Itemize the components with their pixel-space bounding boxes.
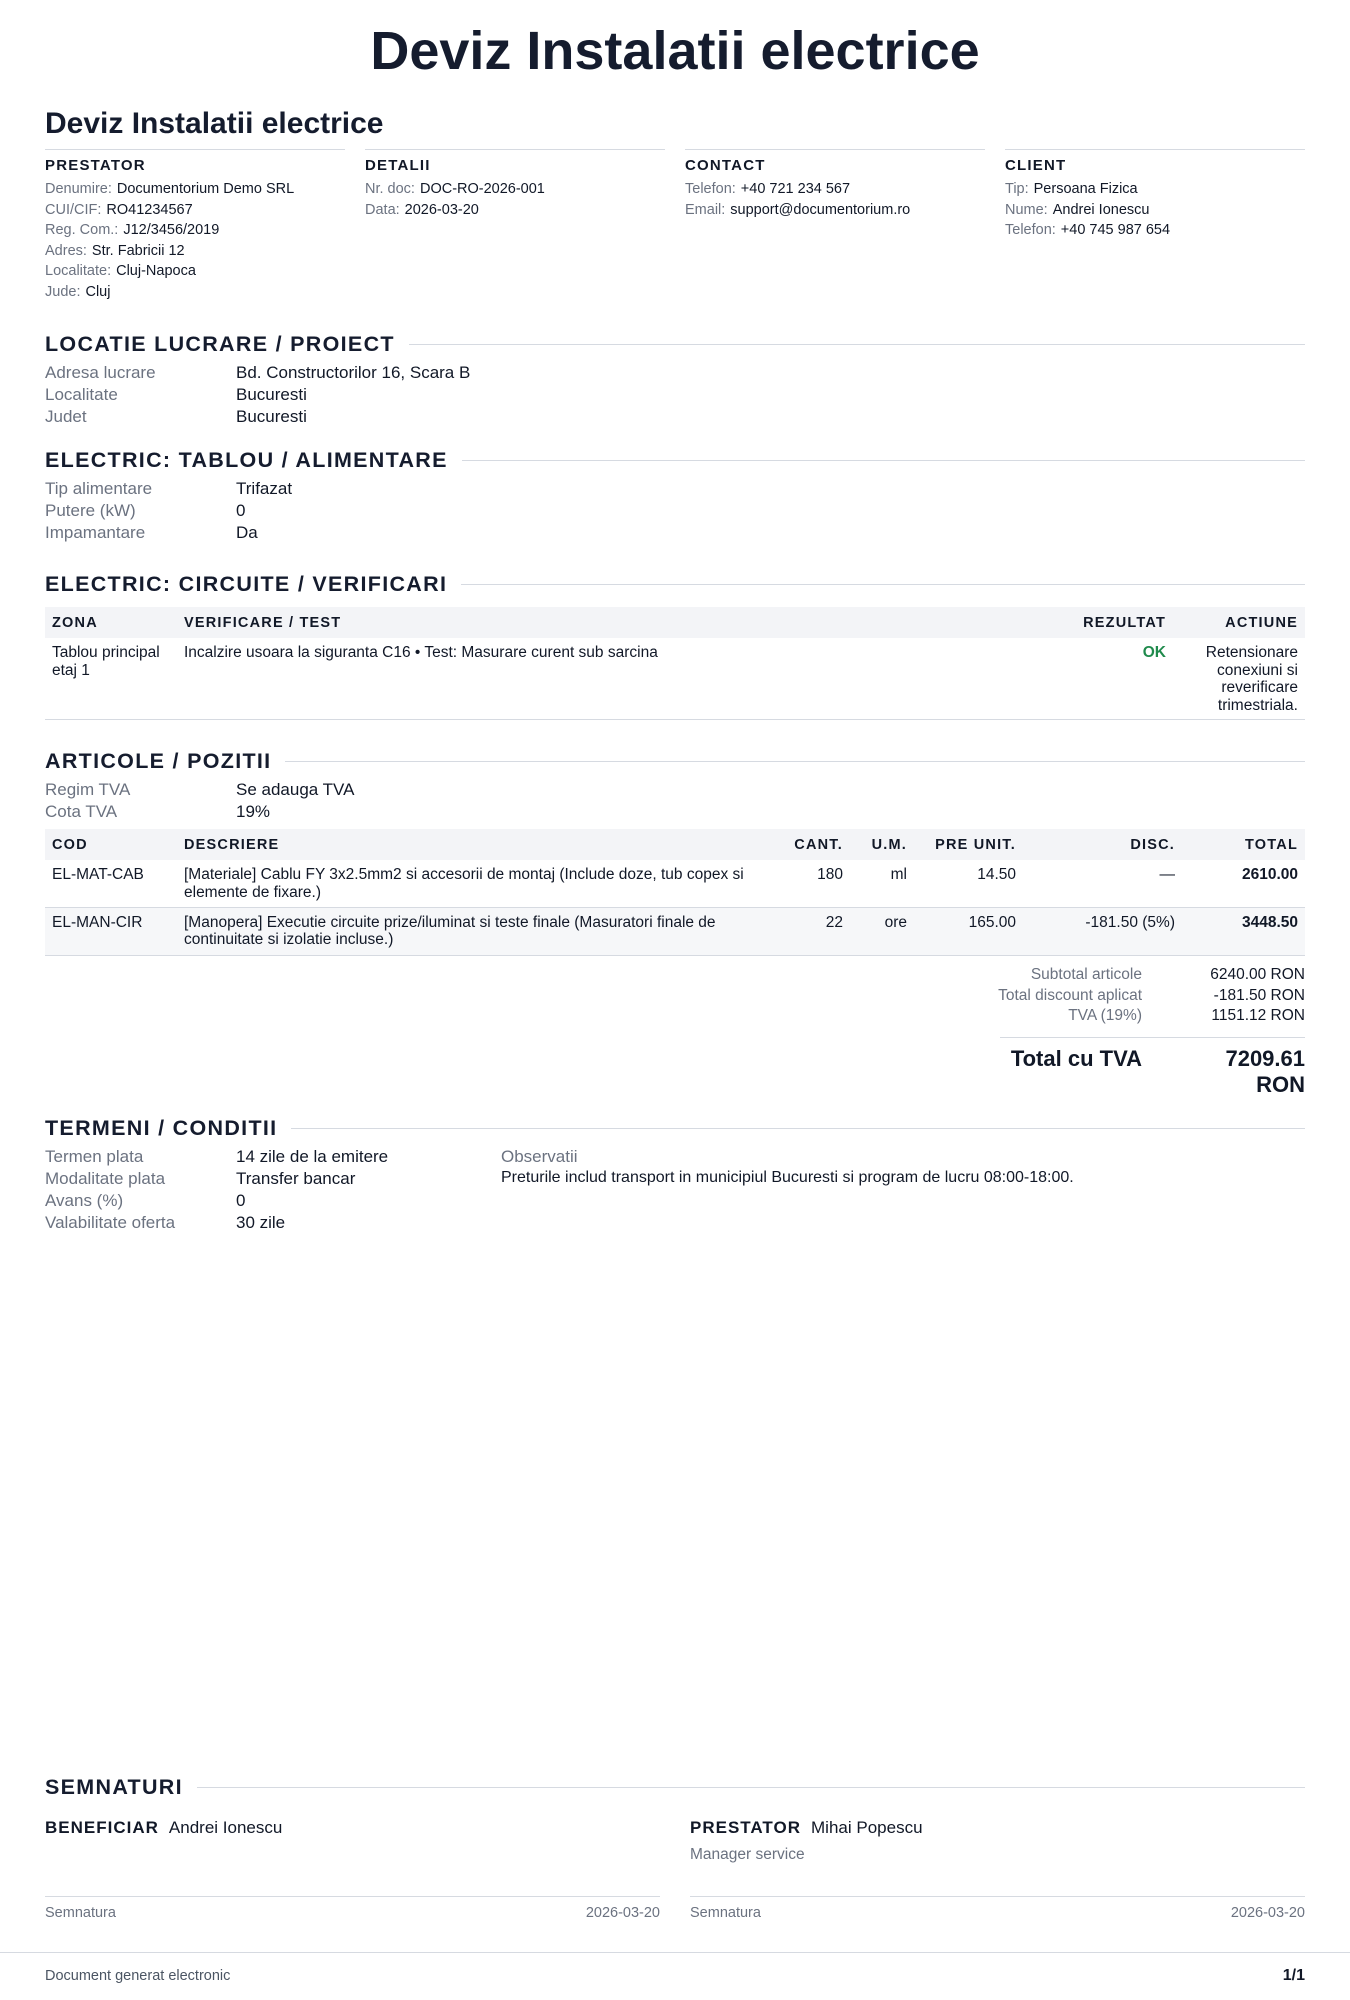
result-ok-badge: OK [1043, 638, 1173, 720]
field-row: Regim TVA Se adauga TVA [45, 780, 355, 799]
field-row: Adresa lucrare Bd. Constructorilor 16, Scara B [45, 363, 471, 382]
articole-section-header: ARTICOLE / POZITII [45, 747, 1305, 775]
page-number: 1/1 [1282, 1967, 1305, 1984]
observatii-block [501, 1146, 1301, 1188]
observatii-text: Preturile includ transport in municipiul Bucuresti si program de lucru 08:00-18:00. [501, 1169, 1074, 1186]
prestator-adres: Adres: Str. Fabricii 12 [45, 242, 185, 259]
prestator-jude: Jude: Cluj [45, 283, 111, 300]
client-nume: Nume: Andrei Ionescu [1005, 201, 1150, 218]
signature-date: 2026-03-20 [585, 1905, 660, 1921]
cell-descriere: [Materiale] Cablu FY 3x2.5mm2 si accesorii de montaj (Include doze, tub copex si elemente de fixare.) [177, 860, 778, 907]
col-um: U.M. [850, 829, 914, 860]
discount-row: Total discount aplicat -181.50 RON [998, 986, 1305, 1004]
table-row [45, 638, 1305, 720]
cell-cod: EL-MAT-CAB [45, 860, 177, 907]
detalii-data: Data: 2026-03-20 [365, 201, 479, 218]
field-row: Valabilitate oferta 30 zile [45, 1213, 286, 1232]
prestator-title: PRESTATOR [45, 157, 146, 174]
table-row [45, 860, 1305, 907]
signature-line-left [45, 1896, 660, 1897]
field-row: Cota TVA 19% [45, 802, 271, 821]
cell-disc: -181.50 (5%) [1023, 907, 1182, 955]
prestator-name: Mihai Popescu [811, 1818, 923, 1837]
col-total: TOTAL [1182, 829, 1305, 860]
table-header-row [45, 829, 1305, 860]
prestator-signature [690, 1818, 1305, 1864]
signature-label: Semnatura [690, 1905, 761, 1921]
prestator-role: PRESTATOR [690, 1818, 802, 1837]
document-page [45, 0, 1305, 2000]
tablou-fields [45, 478, 645, 544]
cell-descriere: [Manopera] Executie circuite prize/iluminat si teste finale (Masuratori finale de continuitate si izolatie incluse.) [177, 907, 778, 955]
field-row: Impamantare Da [45, 523, 258, 542]
document-title: Deviz Instalatii electrice [45, 107, 384, 140]
signature-label: Semnatura [45, 1905, 116, 1921]
col-verificare: VERIFICARE / TEST [177, 607, 1043, 638]
field-row: Modalitate plata Transfer bancar [45, 1169, 356, 1188]
cell-um: ore [850, 907, 914, 955]
parties-block [45, 149, 1305, 304]
beneficiar-role: BENEFICIAR [45, 1818, 159, 1837]
client-telefon: Telefon: +40 745 987 654 [1005, 222, 1171, 238]
col-cod: COD [45, 829, 177, 860]
cell-cant: 22 [778, 907, 850, 955]
field-row: Tip alimentare Trifazat [45, 479, 293, 498]
field-row: Termen plata 14 zile de la emitere [45, 1147, 389, 1166]
client-card [1005, 149, 1305, 241]
cell-cant: 180 [778, 860, 850, 907]
contact-card [685, 149, 985, 220]
termeni-section-header: TERMENI / CONDITII [45, 1114, 1305, 1142]
prestator-denumire: Denumire: Documentorium Demo SRL [45, 181, 295, 197]
contact-email: Email: support@documentorium.ro [685, 201, 911, 218]
table-row [45, 907, 1305, 955]
tva-row: TVA (19%) 1151.12 RON [1068, 1007, 1305, 1024]
prestator-localitate: Localitate: Cluj-Napoca [45, 263, 196, 279]
cell-pret: 165.00 [914, 907, 1023, 955]
cell-pret: 14.50 [914, 860, 1023, 907]
circuite-section-header: ELECTRIC: CIRCUITE / VERIFICARI [45, 570, 1305, 598]
totals-block [45, 966, 1305, 1097]
prestator-cui: CUI/CIF: RO41234567 [45, 201, 193, 218]
prestator-card [45, 149, 345, 302]
footer-note: Document generat electronic [45, 1968, 231, 1984]
contact-title: CONTACT [685, 157, 766, 174]
prestator-job-title: Manager service [690, 1846, 805, 1863]
col-pret: PRE UNIT. [914, 829, 1023, 860]
cell-um: ml [850, 860, 914, 907]
col-actiune: ACTIUNE [1173, 607, 1305, 638]
subtotal-row: Subtotal articole 6240.00 RON [1030, 966, 1305, 983]
client-tip: Tip: Persoana Fizica [1005, 181, 1138, 197]
locatie-section-header: LOCATIE LUCRARE / PROIECT [45, 330, 1305, 358]
col-rezultat: REZULTAT [1043, 607, 1173, 638]
beneficiar-signature [45, 1818, 660, 1838]
cell-zona: Tablou principal etaj 1 [45, 638, 177, 720]
footer-divider [0, 1952, 1350, 1953]
prestator-reg-com: Reg. Com.: J12/3456/2019 [45, 222, 220, 238]
grand-total-value: 7209.61 RON [1225, 1046, 1305, 1097]
cell-disc: — [1023, 860, 1182, 907]
contact-telefon: Telefon: +40 721 234 567 [685, 181, 851, 197]
cell-total: 3448.50 [1182, 907, 1305, 955]
table-header-row [45, 607, 1305, 638]
main-title: Deviz Instalatii electrice [370, 21, 980, 81]
cell-actiune: Retensionare conexiuni si reverificare trimestriala. [1173, 638, 1305, 720]
field-row: Localitate Bucuresti [45, 385, 307, 404]
tablou-section-header: ELECTRIC: TABLOU / ALIMENTARE [45, 446, 1305, 474]
field-row: Judet Bucuresti [45, 407, 307, 426]
signature-date: 2026-03-20 [1230, 1905, 1305, 1921]
cell-verificare: Incalzire usoara la siguranta C16 • Test: Masurare curent sub sarcina [177, 638, 1043, 720]
locatie-fields [45, 362, 645, 428]
field-row: Putere (kW) 0 [45, 501, 246, 520]
detalii-title: DETALII [365, 157, 431, 174]
beneficiar-name: Andrei Ionescu [168, 1818, 283, 1837]
client-title: CLIENT [1005, 157, 1067, 174]
detalii-card [365, 149, 665, 220]
cell-total: 2610.00 [1182, 860, 1305, 907]
observatii-label: Observatii [501, 1147, 578, 1166]
field-row: Avans (%) 0 [45, 1191, 246, 1210]
circuite-table [45, 607, 1305, 720]
signature-footer-right [690, 1905, 1305, 1921]
col-descriere: DESCRIERE [177, 829, 778, 860]
col-zona: ZONA [45, 607, 177, 638]
totals-divider [1000, 1037, 1305, 1038]
col-cant: CANT. [778, 829, 850, 860]
articole-fields [45, 779, 645, 823]
semnaturi-section-header: SEMNATURI [45, 1773, 1305, 1801]
col-disc: DISC. [1023, 829, 1182, 860]
cell-cod: EL-MAN-CIR [45, 907, 177, 955]
signature-line-right [690, 1896, 1305, 1897]
signature-footer-left [45, 1905, 660, 1921]
grand-total-label: Total cu TVA [1010, 1046, 1142, 1071]
articole-table [45, 829, 1305, 956]
detalii-nr-doc: Nr. doc: DOC-RO-2026-001 [365, 181, 545, 197]
